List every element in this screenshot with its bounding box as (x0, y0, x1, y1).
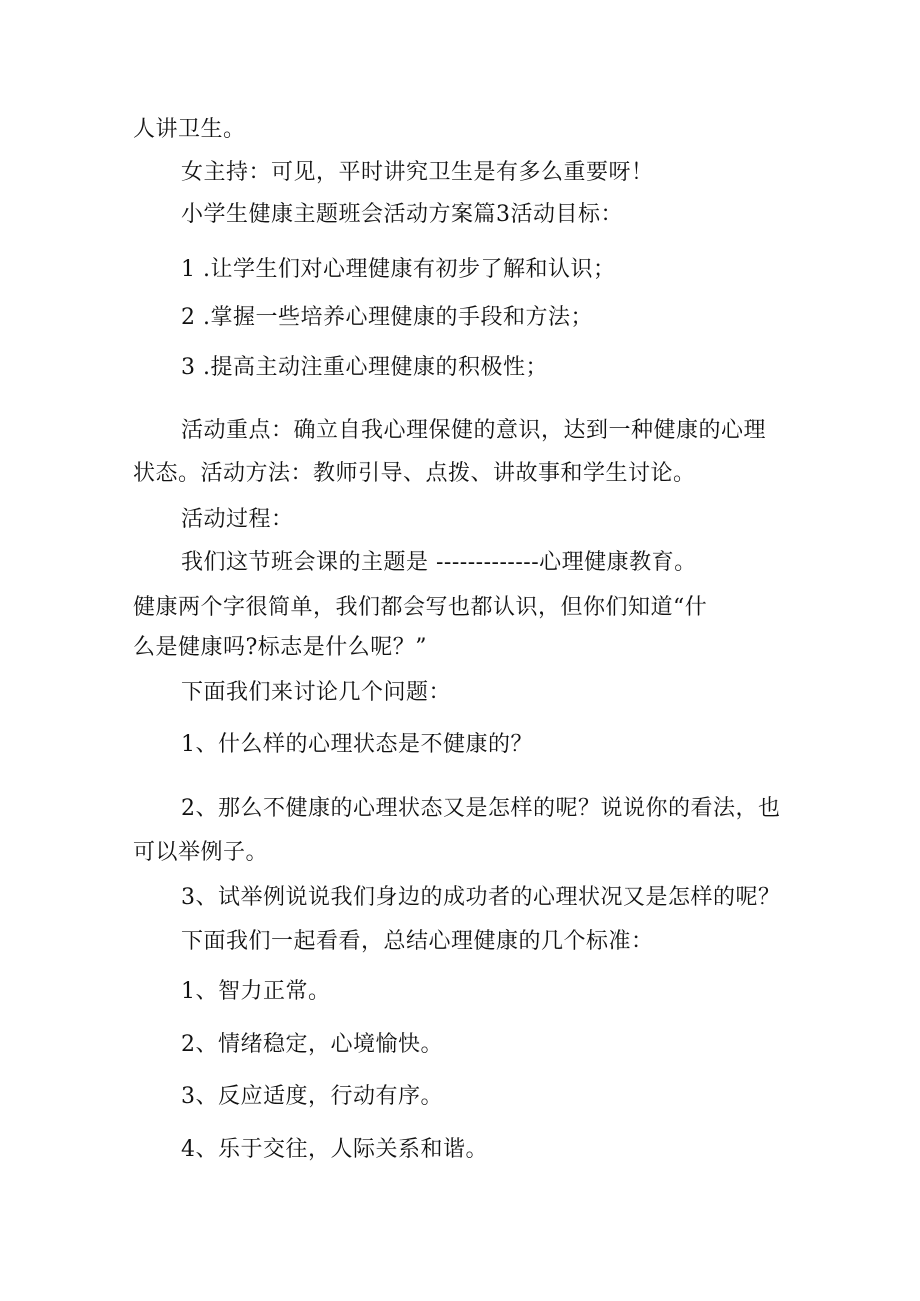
list-item: 3、试举例说说我们身边的成功者的心理状况又是怎样的呢？ (181, 885, 781, 910)
list-item: 2、那么不健康的心理状态又是怎样的呢？说说你的看法，也 (181, 796, 781, 821)
list-item: 1、什么样的心理状态是不健康的？ (181, 732, 533, 757)
list-item: 3、反应适度，行动有序。 (181, 1084, 443, 1109)
text-line: 健康两个字很简单，我们都会写也都认识，但你们知道“什 (133, 595, 708, 620)
text-line: 可以举例子。 (133, 840, 269, 865)
list-item: 2、情绪稳定，心境愉快。 (181, 1032, 443, 1057)
text-line: 人讲卫生。 (133, 117, 246, 142)
text-line: 下面我们来讨论几个问题： (181, 680, 452, 705)
list-item: 4、乐于交往，人际关系和谐。 (181, 1137, 488, 1162)
text-line: 状态。活动方法：教师引导、点拨、讲故事和学生讨论。 (133, 461, 696, 486)
list-item: 1 .让学生们对心理健康有初步了解和认识； (181, 257, 616, 282)
list-item: 1、智力正常。 (181, 979, 331, 1004)
text-line: 活动重点：确立自我心理保健的意识，达到一种健康的心理 (181, 418, 767, 443)
text-line: 下面我们一起看看，总结心理健康的几个标准： (181, 929, 654, 954)
section-heading: 活动过程： (181, 507, 294, 532)
text-line: 么是健康吗?标志是什么呢？” (133, 635, 428, 660)
list-item: 3 .提高主动注重心理健康的积极性； (181, 355, 548, 380)
list-item: 2 .掌握一些培养心理健康的手段和方法； (181, 305, 593, 330)
text-line: 女主持：可见，平时讲究卫生是有多么重要呀！ (181, 160, 654, 185)
text-line: 小学生健康主题班会活动方案篇3活动目标： (181, 202, 623, 227)
text-line: 我们这节班会课的主题是 -------------心理健康教育。 (181, 550, 697, 575)
